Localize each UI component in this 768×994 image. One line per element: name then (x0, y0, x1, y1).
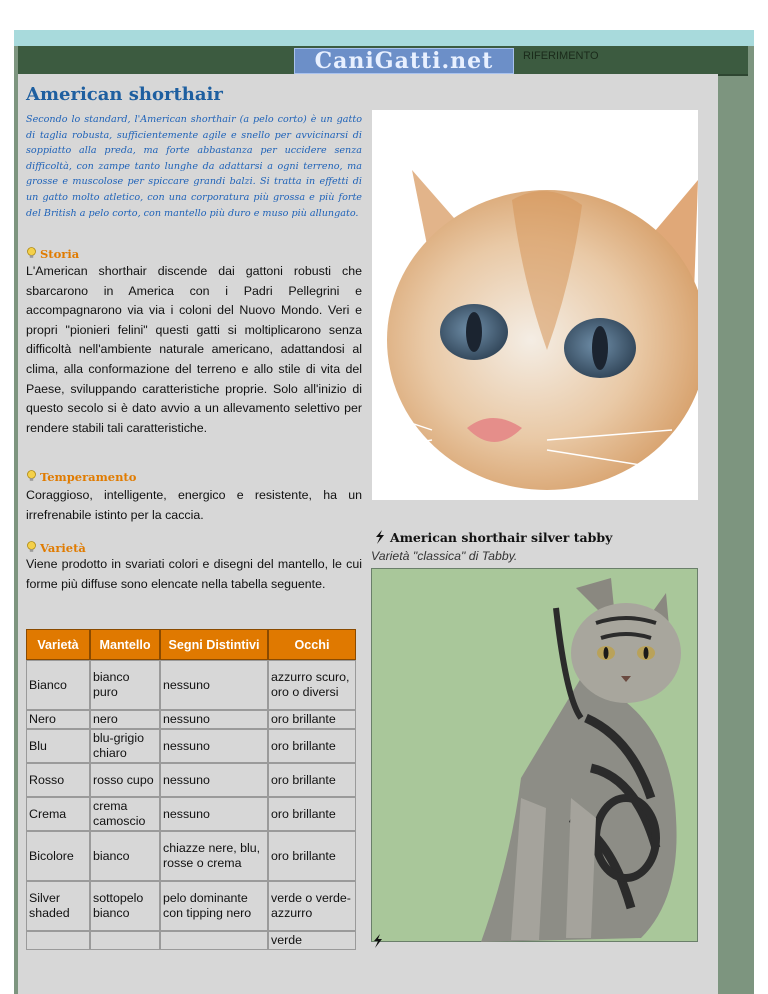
lightbulb-icon (26, 541, 37, 553)
table-cell: oro brillante (268, 710, 356, 729)
table-cell: chiazze nere, blu, rosse o crema (160, 831, 268, 881)
table-cell (90, 931, 160, 950)
table-cell: nessuno (160, 729, 268, 763)
figure-title-text: American shorthair silver tabby (390, 530, 613, 545)
table-cell: bianco (90, 831, 160, 881)
table-cell: Blu (26, 729, 90, 763)
table-cell: Rosso (26, 763, 90, 797)
table-cell (160, 931, 268, 950)
table-cell: Bicolore (26, 831, 90, 881)
table-header: Segni Distintivi (160, 629, 268, 660)
table-cell (26, 931, 90, 950)
lightbulb-icon (26, 247, 37, 259)
table-row (26, 710, 356, 729)
section-text-varieta: Viene prodotto in svariati colori e disegni del mantello, le cui forme più diffuse sono elencate nella tabella seguente. (26, 557, 362, 591)
riferimento-link[interactable]: RIFERIMENTO (523, 50, 599, 62)
section-heading-label: Storia (40, 247, 80, 261)
table-row (26, 729, 356, 763)
section-text-temperamento: Coraggioso, intelligente, energico e resistente, ha un irrefrenabile istinto per la caccia. (26, 488, 362, 522)
table-cell: nessuno (160, 710, 268, 729)
table-cell: oro brillante (268, 797, 356, 831)
table-cell: nessuno (160, 763, 268, 797)
table-row (26, 881, 356, 931)
table-cell: verde o verde-azzurro (268, 881, 356, 931)
section-heading-label: Temperamento (40, 470, 137, 484)
table-row (26, 797, 356, 831)
table-cell: oro brillante (268, 763, 356, 797)
table-cell: rosso cupo (90, 763, 160, 797)
page-title: American shorthair (26, 84, 223, 105)
lightbulb-icon (26, 470, 37, 482)
table-row (26, 763, 356, 797)
table-cell: Nero (26, 710, 90, 729)
table-cell: nessuno (160, 797, 268, 831)
table-cell: blu-grigio chiaro (90, 729, 160, 763)
table-cell: nessuno (160, 660, 268, 710)
table-header: Occhi (268, 629, 356, 660)
section-text-storia: L'American shorthair discende dai gattoni robusti che sbarcarono in America con i Padri Pellegrini e accompagnarono via via i coloni del Nuovo Mondo. Veri e propri "pionieri felini" questi gatti si moltiplicarono senza difficoltà nell'ambiente naturale americano, adattandosi al clima, alla conformazione del terreno e allo stile di vita del Paese, sviluppando caratteristiche proprie. Solo all'inizio di questo secolo si è dato avvio a un allevamento selettivo per rendere stabili tali caratteristiche. (26, 264, 362, 435)
section-heading-varieta (26, 541, 86, 555)
bolt-icon (374, 530, 386, 544)
table-cell: bianco puro (90, 660, 160, 710)
table-cell: azzurro scuro, oro o diversi (268, 660, 356, 710)
section-heading-label: Varietà (40, 541, 86, 555)
table-cell: Bianco (26, 660, 90, 710)
varieties-table (26, 629, 356, 950)
cat-face-image (372, 110, 698, 500)
table-row (26, 831, 356, 881)
table-cell: Silver shaded (26, 881, 90, 931)
section-heading-storia (26, 247, 79, 261)
intro-paragraph: Secondo lo standard, l'American shorthair (a pelo corto) è un gatto di taglia robusta, sufficientemente agile e snello per avvicinarsi di soppiatto alla preda, ma forte abbastanza per uccidere senza difficoltà, con zampe tanto lunghe da adattarsi a ogni terreno, ma grosse e muscolose per spiccare grandi balzi. Si tratta in effetti di un gatto molto atletico, con una corporatura più grossa e più forte del British a pelo corto, con mantello più duro e muso più allungato. (26, 114, 362, 219)
table-row (26, 931, 356, 950)
bolt-icon (372, 934, 384, 948)
silver-tabby-cat-image (371, 568, 698, 942)
table-cell: Crema (26, 797, 90, 831)
table-cell: sottopelo bianco (90, 881, 160, 931)
table-header: Mantello (90, 629, 160, 660)
figure-title (374, 530, 612, 545)
section-heading-temperamento (26, 470, 136, 484)
table-cell: pelo dominante con tipping nero (160, 881, 268, 931)
table-row (26, 660, 356, 710)
figure-subtitle: Varietà "classica" di Tabby. (371, 549, 518, 563)
table-cell: verde (268, 931, 356, 950)
table-cell: oro brillante (268, 831, 356, 881)
site-logo[interactable]: CaniGatti.net (294, 48, 514, 74)
table-cell: crema camoscio (90, 797, 160, 831)
table-cell: nero (90, 710, 160, 729)
table-header: Varietà (26, 629, 90, 660)
top-strip (14, 30, 754, 46)
table-cell: oro brillante (268, 729, 356, 763)
